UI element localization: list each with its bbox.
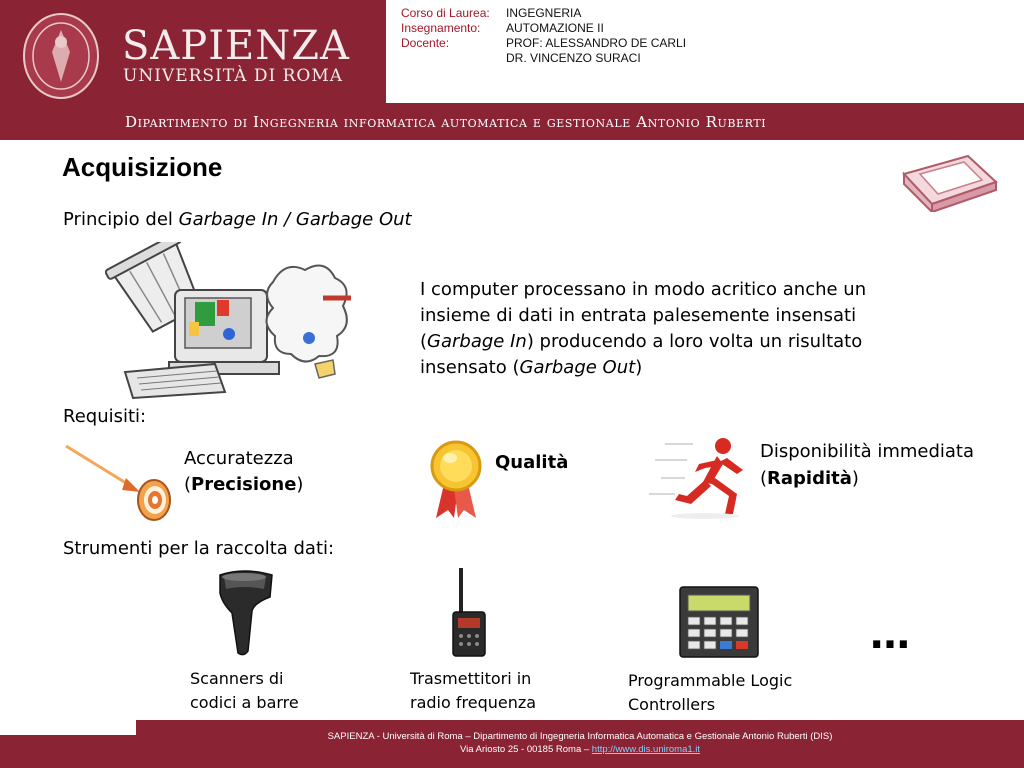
garbage-computer-icon	[105, 242, 355, 400]
footer-address: Via Ariosto 25 - 00185 Roma –	[459, 744, 592, 755]
scanner-icon	[898, 152, 998, 212]
tools-label: Strumenti per la raccolta dati:	[63, 538, 335, 559]
barcode-scanner-icon	[214, 567, 278, 659]
teacher-value-2: DR. VINCENZO SURACI	[506, 51, 641, 65]
tool-2-line2: radio frequenza	[410, 693, 537, 712]
paragraph-text-2: ) producendo a loro volta un risultato insensato (	[420, 331, 863, 378]
footer-text	[136, 730, 1024, 756]
req-quality: Qualità	[495, 452, 569, 473]
tool-3-line1: Programmable Logic	[628, 671, 793, 690]
requirements-label: Requisiti:	[63, 406, 147, 427]
tool-1-line2: codici a barre	[190, 693, 299, 712]
tool-3-line2: Controllers	[628, 695, 716, 714]
paren-close: )	[296, 474, 304, 495]
brand-subtitle: UNIVERSITÀ DI ROMA	[123, 66, 344, 86]
principle-line	[63, 207, 412, 233]
gigo-paragraph	[420, 277, 930, 381]
req-availability-detail	[760, 466, 859, 492]
req-accuracy-detail	[184, 472, 303, 498]
paren-close: )	[851, 468, 859, 489]
req-accuracy: Accuratezza	[184, 448, 294, 469]
subject-label: Insegnamento:	[401, 21, 481, 35]
brand-name: SAPIENZA	[122, 23, 350, 69]
footer-line1: SAPIENZA - Università di Roma – Dipartimento di Ingegneria Informatica Automatica e Gestionale Antonio Ruberti (DIS)	[327, 731, 833, 742]
teacher-label: Docente:	[401, 36, 450, 50]
target-arrow-icon	[62, 440, 174, 522]
paren-open: (	[760, 468, 768, 489]
teacher-value-1: PROF: ALESSANDRO DE CARLI	[506, 36, 687, 50]
paragraph-garbage-in: Garbage In	[427, 331, 527, 352]
paragraph-garbage-out: Garbage Out	[519, 357, 636, 378]
req-speed: Rapidità	[767, 468, 852, 489]
footer-link[interactable]: http://www.dis.uniroma1.it	[591, 744, 701, 755]
ellipsis: …	[870, 612, 910, 658]
course-label: Corso di Laurea:	[401, 6, 490, 20]
footer-line2	[136, 743, 1024, 756]
page-title: Acquisizione	[62, 152, 223, 182]
paragraph-text-1: I computer processano in modo acritico anche un insieme di dati in entrata palesemente insensati (	[420, 279, 867, 352]
tool-2-line1: Trasmettitori in	[410, 669, 532, 688]
radio-transmitter-icon	[447, 566, 489, 658]
principle-emphasis: Garbage In / Garbage Out	[178, 209, 412, 230]
medal-icon	[426, 440, 486, 520]
running-man-icon	[645, 434, 755, 520]
req-availability: Disponibilità immediata	[760, 441, 975, 462]
paren-open: (	[184, 474, 192, 495]
footer-left-band	[0, 735, 136, 768]
university-seal-icon	[22, 12, 100, 100]
subject-value: AUTOMAZIONE II	[506, 21, 604, 35]
department-title: Dipartimento di Ingegneria informatica automatica e gestionale Antonio Ruberti	[125, 113, 767, 131]
principle-prefix: Principio del	[63, 209, 179, 230]
plc-controller-icon	[678, 585, 760, 659]
req-precision: Precisione	[191, 474, 297, 495]
tool-1-line1: Scanners di	[190, 669, 284, 688]
paragraph-text-3: )	[635, 357, 643, 378]
course-value: INGEGNERIA	[506, 6, 582, 20]
